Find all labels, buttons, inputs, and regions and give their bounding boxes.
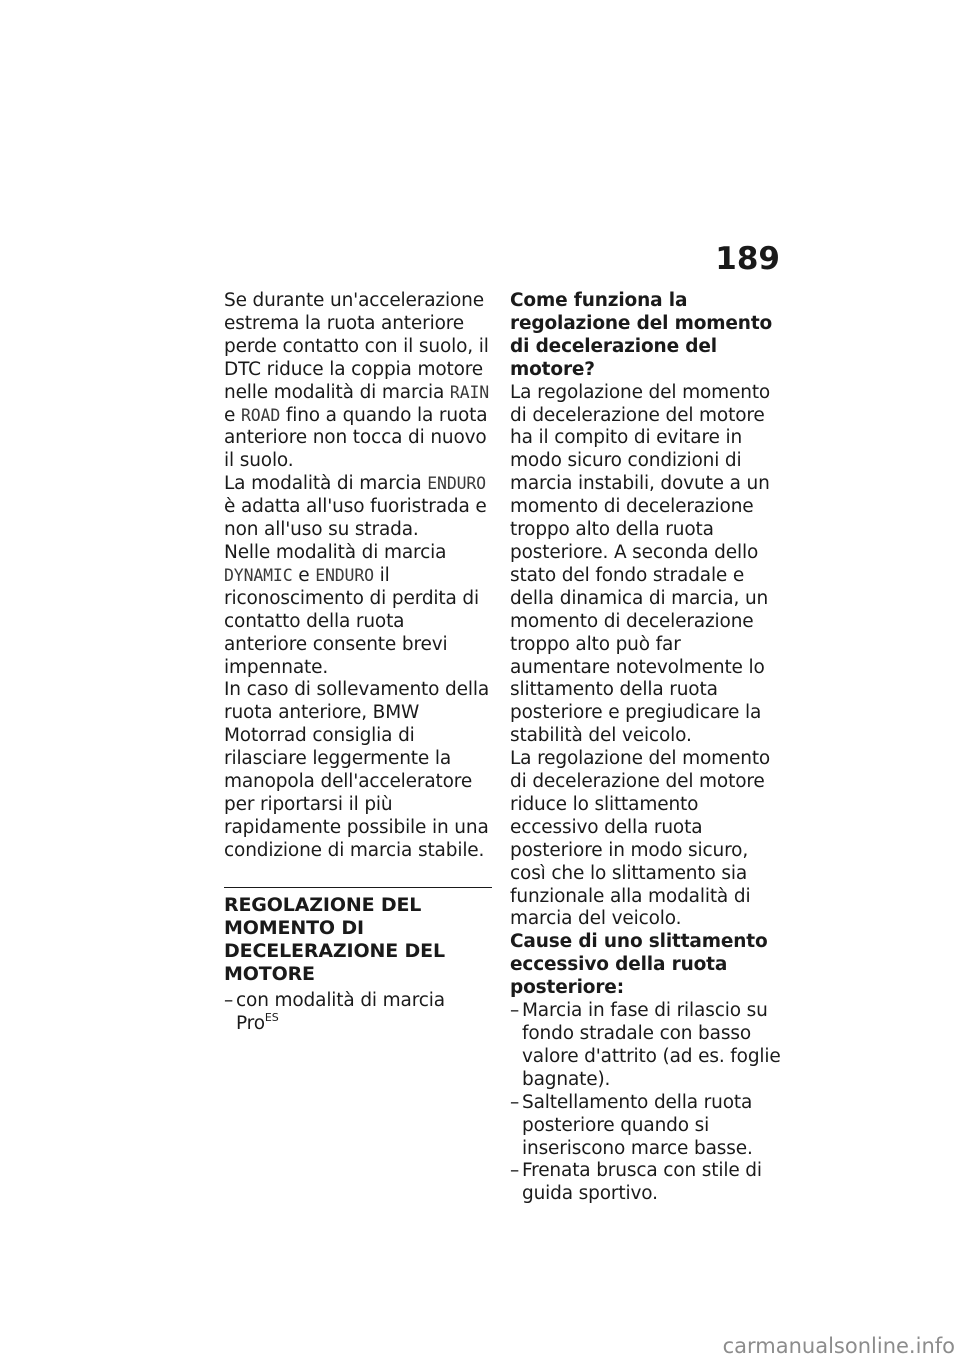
list-item: – Marcia in fase di rilascio su fondo stradale con basso valore d'attrito (ad es. foglie bagnate).: [510, 1000, 781, 1090]
subheading-causes: Cause di uno slittamento eccessivo della ruota posteriore:: [510, 931, 768, 999]
left-column: [224, 290, 492, 1035]
mode-road: ROAD: [240, 405, 281, 425]
mode-dynamic: DYNAMIC: [224, 565, 293, 585]
paragraph-function: La regolazione del momento di decelerazione del motore ha il compito di evitare in modo sicuro condizioni di marcia instabili, dovute a un momento di decelerazione troppo alto della ruota posteriore. A seconda dello stato del fondo stradale e della dinamica di marcia, un momento di decelerazione troppo alto può far aumentare notevolmente lo slittamento della ruota posteriore e pregiudicare la stabilità del veicolo.: [510, 381, 771, 747]
causes-list: [510, 1000, 782, 1206]
paragraph-wheelie-detection: Nelle modalità di marcia DYNAMIC e ENDURO il riconoscimento di perdita di contatto della ruota anteriore consente brevi impennate.: [224, 541, 480, 678]
watermark: carmanualsonline.info: [722, 1334, 955, 1358]
paragraph-front-wheel-lift: Se durante un'accelerazione estrema la ruota anteriore perde contatto con il suolo, il DTC riduce la coppia motore nelle modalità di marcia RAIN e ROAD fino a quando la ruota anteriore non tocca di nuovo il suolo.: [224, 290, 490, 472]
list-item: – con modalità di marcia Pro$^{ES}$: [224, 989, 445, 1034]
subheading-how-it-works: Come funziona la regolazione del momento di decelerazione del motore?: [510, 290, 773, 380]
section-heading: REGOLAZIONE DEL MOMENTO DI DECELERAZIONE DEL MOTORE: [224, 887, 492, 986]
dash-bullet: –: [510, 1160, 520, 1182]
list-item: – Saltellamento della ruota posteriore quando si inseriscono marce basse.: [510, 1091, 753, 1159]
paragraph-bmw-advice: In caso di sollevamento della ruota anteriore, BMW Motorrad consiglia di rilasciare leggermente la manopola dell'acceleratore per riportarsi il più rapidamente possibile in una condizione di marcia stabile.: [224, 679, 490, 861]
paragraph-slip-reduction: La regolazione del momento di decelerazione del motore riduce lo slittamento eccessivo della ruota posteriore in modo sicuro, così che lo slittamento sia funzionale alla modalità di marcia del veicolo.: [510, 748, 771, 930]
dash-bullet: –: [224, 989, 234, 1011]
mode-rain: RAIN: [449, 382, 490, 402]
mode-list: [224, 990, 492, 1036]
page-number: 189: [715, 241, 780, 277]
mode-enduro: ENDURO: [315, 565, 374, 585]
list-item: – Frenata brusca con stile di guida sportivo.: [510, 1160, 762, 1205]
dash-bullet: –: [510, 1000, 520, 1022]
paragraph-enduro-mode: La modalità di marcia ENDURO è adatta all'uso fuoristrada e non all'uso su strada.: [224, 473, 487, 541]
mode-enduro: ENDURO: [427, 474, 486, 494]
right-column: [510, 290, 782, 1206]
dash-bullet: –: [510, 1091, 520, 1113]
superscript-es: ES: [264, 1010, 279, 1024]
